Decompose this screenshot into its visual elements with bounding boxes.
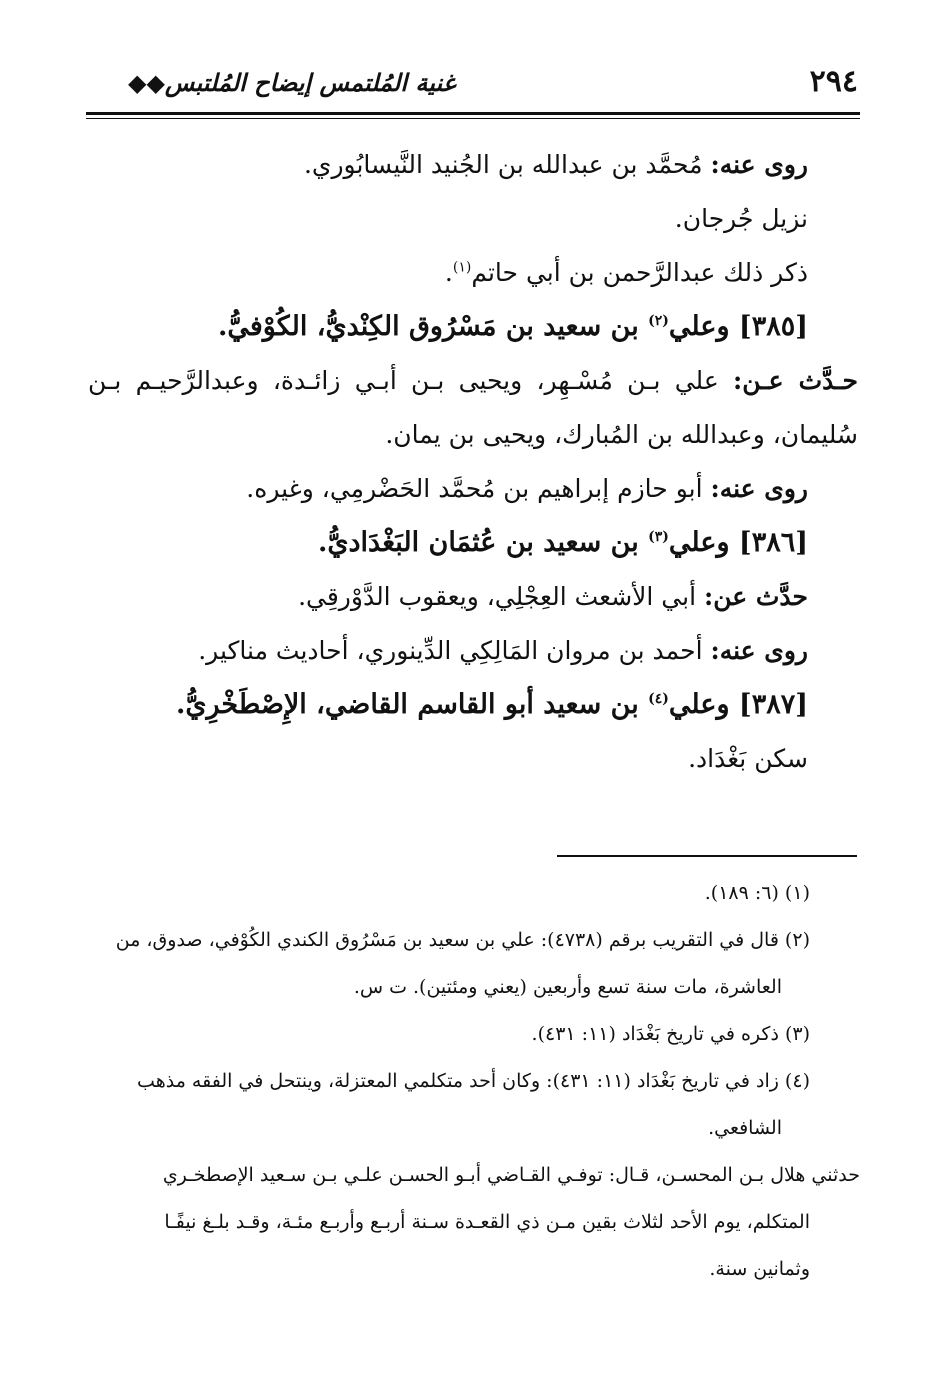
entry-387-name: بن سعيد أبو القاسم القاضي، الإِصْطَخْرِيُّ. [175, 689, 649, 720]
narrated-by-label-2: روى عنه: [710, 474, 808, 503]
entry-385-number: [٣٨٥] وعلي [668, 311, 808, 342]
footnote-ref-4[interactable]: (٤) [648, 691, 669, 707]
footnote-4-line-5: وثمانين سنة. [709, 1258, 810, 1280]
narrated-by-text: مُحمَّد بن عبدالله بن الجُنيد النَّيسابُوري. [303, 150, 711, 179]
footnote-ref-3[interactable]: (٣) [648, 529, 669, 545]
narrated-by-label: روى عنه: [710, 150, 808, 179]
entry-386-name: بن سعيد بن عُثمَان البَغْدَاديُّ. [317, 527, 649, 558]
header-rule [86, 112, 860, 115]
narrated-by-label-3: روى عنه: [710, 636, 808, 665]
narrated-from-text-2: أبي الأشعث العِجْلِي، ويعقوب الدَّوْرقِي. [298, 582, 704, 611]
page-header [88, 60, 858, 108]
footnote-1: (١) (٦: ١٨٩). [704, 882, 810, 904]
narrated-from-text: علي بـن مُسْـهِر، ويحيى بـن أبـي زائـدة، وعبدالرَّحيـم بـن سُليمان، وعبدالله بن المُبارك، ويحيى بن يمان. [88, 366, 858, 449]
main-text [88, 138, 858, 786]
running-title: غنية المُلتمس إيضاح المُلتبس◆◆ [128, 68, 456, 97]
residence-line: سكن بَغْدَاد. [688, 744, 808, 773]
footnote-ref-1[interactable]: (١) [452, 259, 472, 276]
page-number: ٢٩٤ [809, 64, 858, 99]
entry-387-number: [٣٨٧] وعلي [668, 689, 808, 720]
source-end: . [444, 258, 453, 287]
footnote-4-line-3: حدثني هلال بـن المحسـن، قـال: توفـي القـاضي أبـو الحسـن علـي بـن سـعيد الإصطخـري [162, 1164, 860, 1186]
source-line [88, 246, 858, 300]
narrated-by-text-3: أحمد بن مروان المَالِكِي الدِّينوري، أحاديث مناكير. [198, 636, 711, 665]
entry-385-name: بن سعيد بن مَسْرُوق الكِنْديُّ، الكُوْفيُّ. [217, 311, 649, 342]
footnote-3: (٣) ذكره في تاريخ بَغْدَاد (١١: ٤٣١). [531, 1023, 810, 1045]
footnote-2-line-2: العاشرة، مات سنة تسع وأربعين (يعني ومئتين). ت س. [353, 976, 782, 998]
entry-386 [88, 516, 858, 570]
narrated-by-line-3 [88, 624, 858, 678]
footnotes [88, 870, 860, 1293]
entry-387 [88, 678, 858, 732]
narrated-by-text-2: أبو حازم إبراهيم بن مُحمَّد الحَضْرمِي، وغيره. [246, 474, 711, 503]
narrated-from-paragraph [88, 354, 858, 462]
entry-385 [88, 300, 858, 354]
narrated-from-label: حـدَّث عـن: [733, 366, 858, 395]
entry-386-number: [٣٨٦] وعلي [668, 527, 808, 558]
source-text: ذكر ذلك عبدالرَّحمن بن أبي حاتم [471, 258, 808, 287]
narrated-from-label-2: حدَّث عن: [704, 582, 808, 611]
footnote-4-line-4: المتكلم، يوم الأحد لثلاث بقين مـن ذي القعـدة سـنة أربـع وأربـع مئـة، وقـد بلـغ نيفًـا [164, 1211, 810, 1233]
footnote-4-line-2: الشافعي. [708, 1117, 782, 1139]
footnote-ref-2[interactable]: (٢) [648, 313, 669, 329]
narrated-by-line [88, 138, 858, 192]
narrated-by-line-2 [88, 462, 858, 516]
resident-line: نزيل جُرجان. [674, 204, 808, 233]
footnote-4-line-1: (٤) زاد في تاريخ بَغْدَاد (١١: ٤٣١): وكان أحد متكلمي المعتزلة، وينتحل في الفقه مذهب [137, 1070, 810, 1092]
narrated-from-line-2 [88, 570, 858, 624]
header-rule-thin [86, 118, 860, 119]
footnote-2-line-1: (٢) قال في التقريب برقم (٤٧٣٨): علي بن سعيد بن مَسْرُوق الكندي الكُوْفي، صدوق، من [115, 929, 810, 951]
footnote-separator [557, 855, 857, 857]
